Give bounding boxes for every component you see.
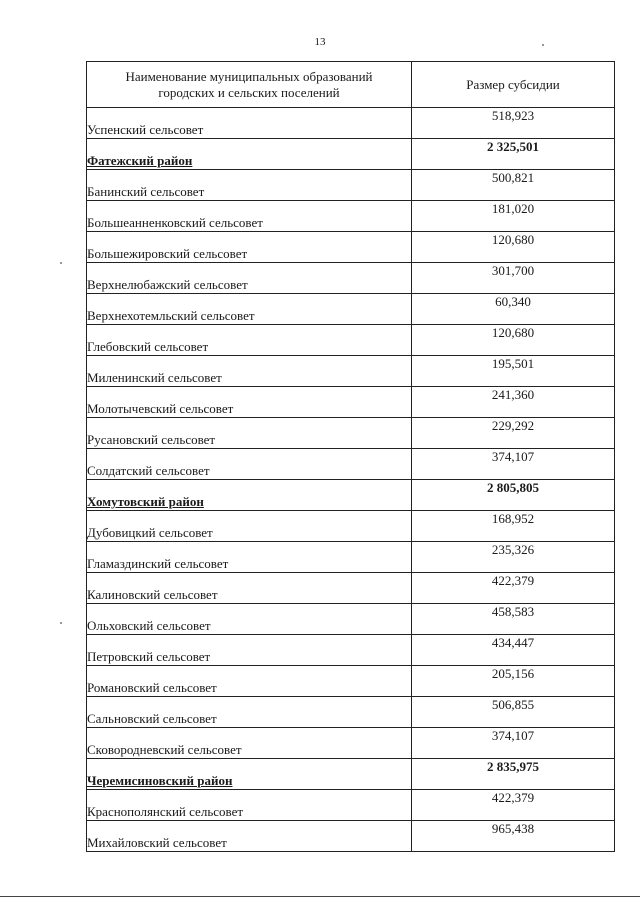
settlement-name: Большеанненковский сельсовет [87,201,412,232]
settlement-name: Дубовицкий сельсовет [87,511,412,542]
column-header-value: Размер субсидии [412,62,615,108]
subsidy-amount: 374,107 [412,449,615,480]
scan-speck [60,622,62,624]
table-row [87,356,615,387]
settlement-name: Глебовский сельсовет [87,325,412,356]
subsidy-amount: 500,821 [412,170,615,201]
table-row [87,170,615,201]
settlement-name: Михайловский сельсовет [87,821,412,852]
subsidy-amount: 235,326 [412,542,615,573]
table-row [87,697,615,728]
table-row [87,573,615,604]
table-row [87,604,615,635]
settlement-name: Солдатский сельсовет [87,449,412,480]
subsidy-amount: 120,680 [412,325,615,356]
scan-speck [60,262,62,264]
table-row [87,635,615,666]
table-row [87,263,615,294]
page-number: 13 [314,36,326,48]
settlement-name: Банинский сельсовет [87,170,412,201]
district-subsidy-total: 2 805,805 [412,480,615,511]
table-row [87,232,615,263]
subsidy-amount: 229,292 [412,418,615,449]
subsidy-amount: 422,379 [412,573,615,604]
settlement-name: Романовский сельсовет [87,666,412,697]
settlement-name: Сальновский сельсовет [87,697,412,728]
settlement-name: Молотычевский сельсовет [87,387,412,418]
subsidy-amount: 181,020 [412,201,615,232]
settlement-name: Большежировский сельсовет [87,232,412,263]
subsidy-amount: 965,438 [412,821,615,852]
page-bottom-edge [0,896,640,897]
district-row [87,480,615,511]
table-header-row [87,62,615,108]
settlement-name: Успенский сельсовет [87,108,412,139]
table-row [87,294,615,325]
district-subsidy-total: 2 325,501 [412,139,615,170]
settlement-name: Ольховский сельсовет [87,604,412,635]
table-row [87,790,615,821]
district-row [87,759,615,790]
subsidy-amount: 506,855 [412,697,615,728]
subsidy-amount: 458,583 [412,604,615,635]
district-name: Фатежский район [87,139,412,170]
table-body [87,108,615,852]
table-row [87,201,615,232]
subsidy-amount: 374,107 [412,728,615,759]
subsidy-amount: 205,156 [412,666,615,697]
settlement-name: Русановский сельсовет [87,418,412,449]
subsidy-amount: 168,952 [412,511,615,542]
subsidy-table [86,61,615,852]
settlement-name: Калиновский сельсовет [87,573,412,604]
table-row [87,821,615,852]
settlement-name: Миленинский сельсовет [87,356,412,387]
subsidy-amount: 120,680 [412,232,615,263]
subsidy-amount: 195,501 [412,356,615,387]
scan-speck [542,44,544,46]
table-row [87,108,615,139]
district-subsidy-total: 2 835,975 [412,759,615,790]
district-name: Черемисиновский район [87,759,412,790]
table-row [87,542,615,573]
subsidy-amount: 518,923 [412,108,615,139]
table-row [87,511,615,542]
settlement-name: Верхнехотемльский сельсовет [87,294,412,325]
subsidy-amount: 301,700 [412,263,615,294]
table-row [87,728,615,759]
table-row [87,449,615,480]
table-row [87,387,615,418]
table-row [87,666,615,697]
column-header-name: Наименование муниципальных образований городских и сельских поселений [87,62,412,108]
district-name: Хомутовский район [87,480,412,511]
subsidy-amount: 241,360 [412,387,615,418]
settlement-name: Верхнелюбажский сельсовет [87,263,412,294]
table-row [87,418,615,449]
subsidy-amount: 60,340 [412,294,615,325]
settlement-name: Петровский сельсовет [87,635,412,666]
subsidy-amount: 434,447 [412,635,615,666]
settlement-name: Гламаздинский сельсовет [87,542,412,573]
subsidy-amount: 422,379 [412,790,615,821]
settlement-name: Краснополянский сельсовет [87,790,412,821]
district-row [87,139,615,170]
table-row [87,325,615,356]
settlement-name: Сковородневский сельсовет [87,728,412,759]
